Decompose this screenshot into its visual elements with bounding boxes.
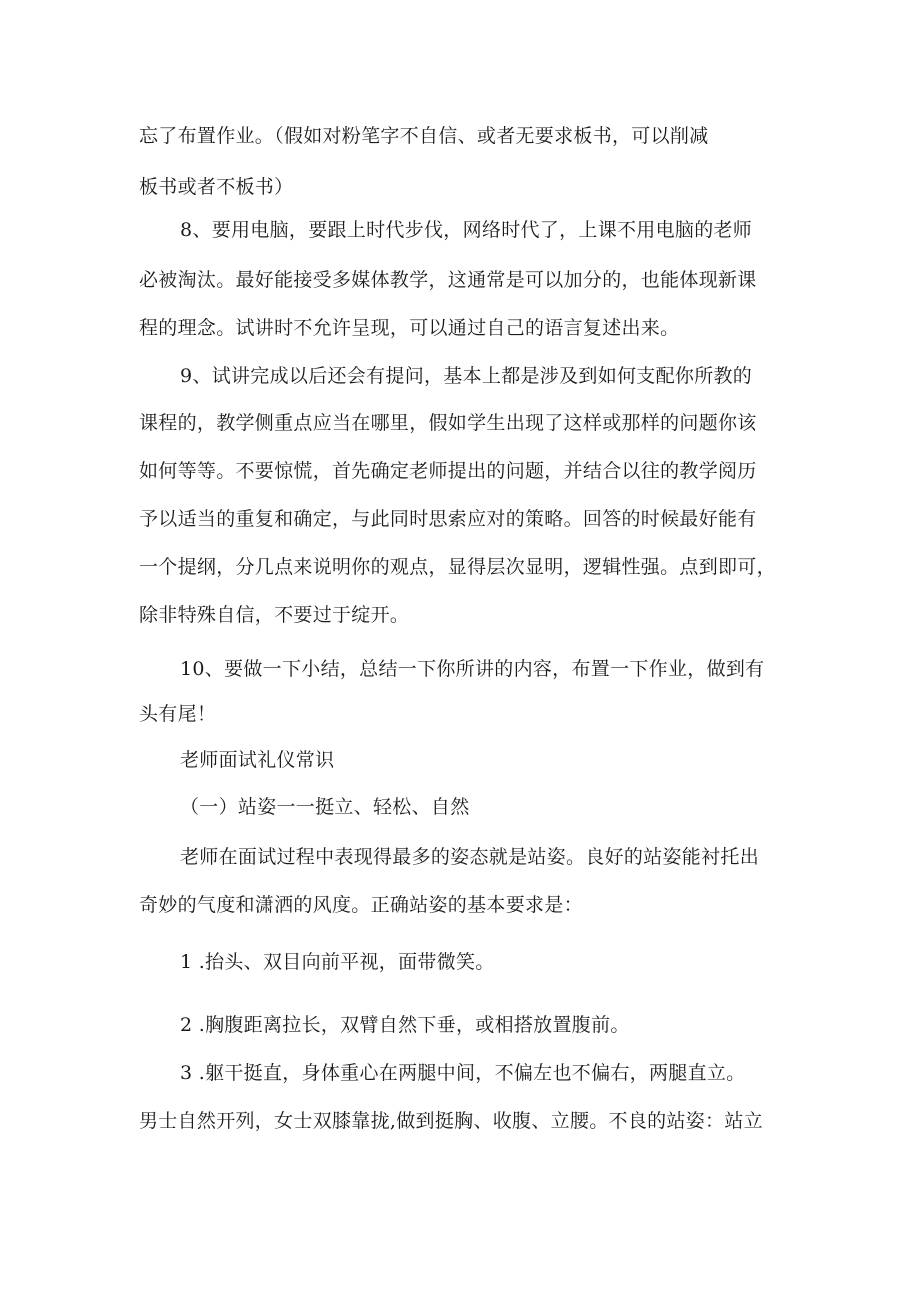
list-item-1: 1 .抬头、双目向前平视，面带微笑。 bbox=[180, 951, 495, 973]
text-line-8: 如何等等。不要惊慌，首先确定老师提出的问题，并结合以往的教学阅历 bbox=[139, 460, 757, 482]
text-line-13: 头有尾！ bbox=[139, 703, 217, 725]
subsection-heading: （一）站姿一一挺立、轻松、自然 bbox=[180, 796, 470, 818]
text-line-6: 9、试讲完成以后还会有提问，基本上都是涉及到如何支配你所教的 bbox=[180, 365, 753, 387]
text-line-16: 老师在面试过程中表现得最多的姿态就是站姿。良好的站姿能衬托出 bbox=[180, 846, 760, 868]
text-line-7: 课程的，教学侧重点应当在哪里，假如学生出现了这样或那样的问题你该 bbox=[139, 412, 757, 434]
text-line-2: 板书或者不板书） bbox=[139, 176, 294, 198]
text-line-5: 程的理念。试讲时不允许呈现，可以通过自己的语言复述出来。 bbox=[139, 317, 680, 339]
list-item-3: 3 .躯干挺直，身体重心在两腿中间，不偏左也不偏右，两腿直立。 bbox=[180, 1062, 746, 1084]
text-line-3: 8、要用电脑，要跟上时代步伐，网络时代了，上课不用电脑的老师 bbox=[180, 219, 753, 241]
text-line-17: 奇妙的气度和潇洒的风度。正确站姿的基本要求是： bbox=[139, 894, 583, 916]
text-line-12: 10、要做一下小结，总结一下你所讲的内容，布置一下作业，做到有 bbox=[180, 658, 765, 680]
text-line-21: 男士自然开列，女士双膝靠拢,做到挺胸、收腹、立腰。不良的站姿：站立 bbox=[139, 1110, 763, 1132]
text-line-1: 忘了布置作业。（假如对粉笔字不自信、或者无要求板书，可以削减 bbox=[139, 125, 709, 147]
list-item-2: 2 .胸腹距离拉长，双臂自然下垂，或相搭放置腹前。 bbox=[180, 1014, 630, 1036]
text-line-11: 除非特殊自信，不要过于绽开。 bbox=[139, 604, 410, 626]
text-line-9: 予以适当的重复和确定，与此同时思索应对的策略。回答的时候最好能有 bbox=[139, 508, 757, 530]
section-heading: 老师面试礼仪常识 bbox=[180, 749, 335, 771]
text-line-10: 一个提纲，分几点来说明你的观点，显得层次显明，逻辑性强。点到即可， bbox=[139, 556, 776, 578]
text-line-4: 必被淘汰。最好能接受多媒体教学，这通常是可以加分的，也能体现新课 bbox=[139, 269, 757, 291]
